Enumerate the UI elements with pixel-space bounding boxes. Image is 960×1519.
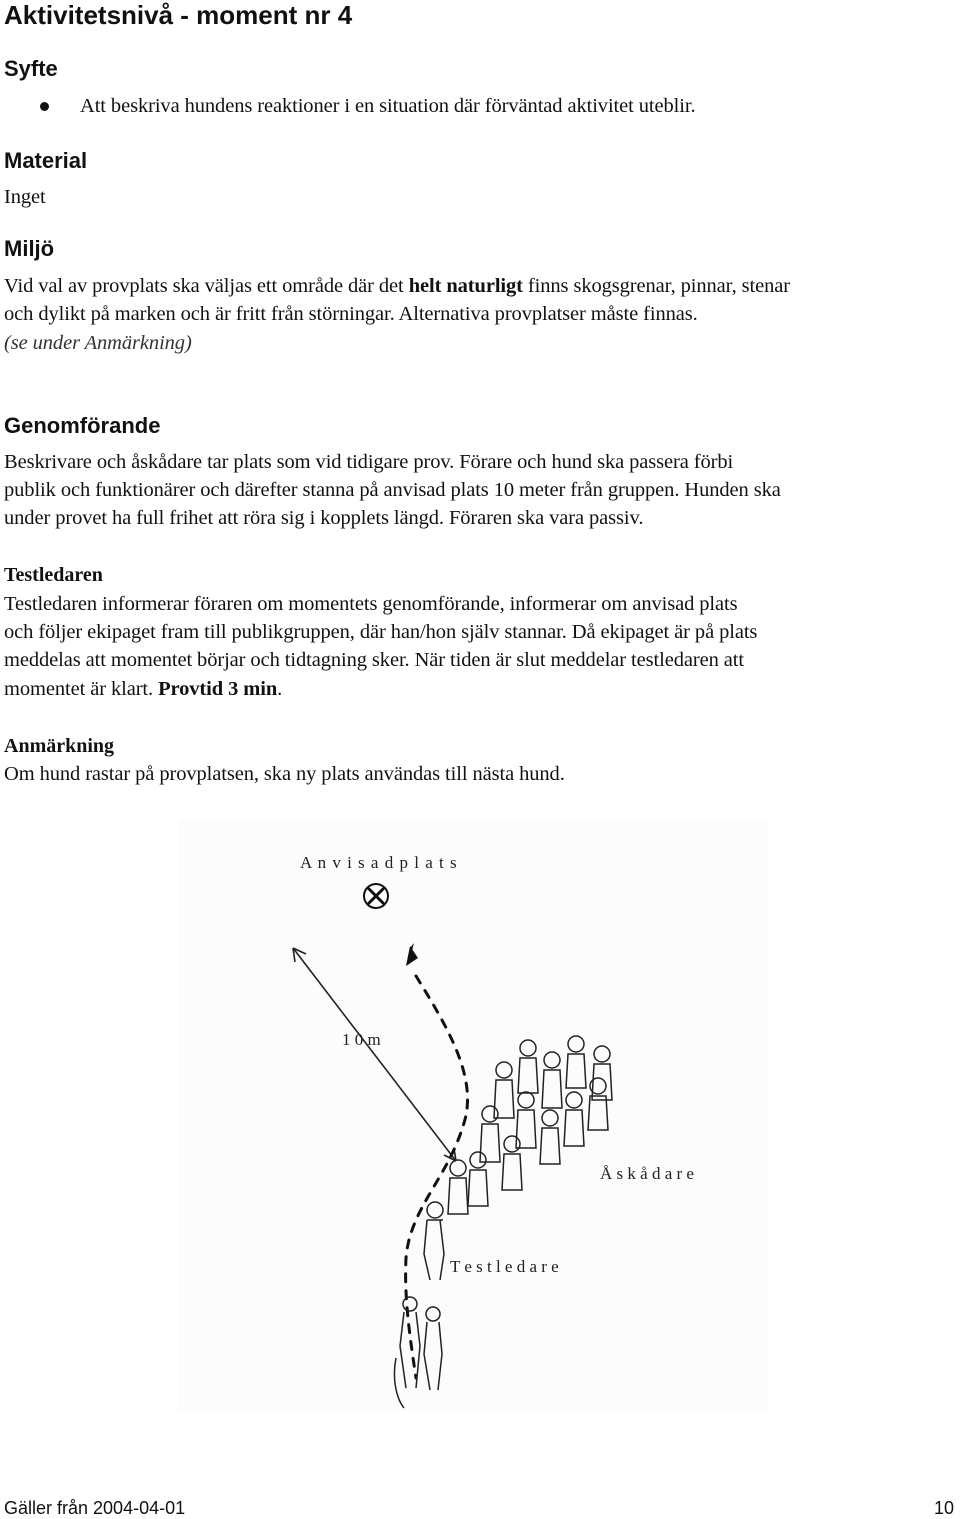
testledaren-line-4-end: . [277, 678, 283, 700]
test-layout-diagram [178, 818, 768, 1412]
diagram-background [178, 818, 768, 1412]
genomforande-line-3: under provet ha full frihet att röra sig i kopplets längd. Föraren ska vara passiv. [4, 507, 644, 529]
miljo-line-2: och dylikt på marken och är fritt från störningar. Alternativa provplatser måste finnas. [4, 303, 698, 325]
section-heading-miljo: Miljö [4, 236, 55, 261]
material-text: Inget [4, 186, 46, 208]
section-heading-genomforande: Genomförande [4, 413, 161, 438]
testledaren-line-4-start: momentet är klart. [4, 678, 159, 700]
genomforande-line-2: publik och funktionärer och därefter stanna på anvisad plats 10 meter från gruppen. Hunden ska [4, 479, 781, 501]
label-distance: 1 0 m [342, 1030, 381, 1049]
page-title: Aktivitetsnivå - moment nr 4 [4, 0, 353, 30]
testledaren-line-1: Testledaren informerar föraren om momentets genomförande, informerar om anvisad plats [4, 593, 738, 615]
testledaren-line-2: och följer ekipaget fram till publikgruppen, där han/hon själv stannar. Då ekipaget är på plats [4, 621, 758, 643]
miljo-line-1-start: Vid val av provplats ska väljas ett område där det [4, 275, 409, 297]
label-anvisad-plats: A n v i s a d p l a t s [300, 853, 458, 872]
miljo-note: (se under Anmärkning) [4, 332, 192, 354]
testledaren-line-4 [4, 678, 282, 701]
footer-page-number: 10 [933, 1498, 954, 1518]
section-heading-testledaren: Testledaren [4, 564, 103, 586]
bullet-icon [40, 102, 49, 111]
miljo-line-1 [4, 275, 790, 298]
genomforande-line-1: Beskrivare och åskådare tar plats som vid tidigare prov. Förare och hund ska passera förbi [4, 451, 734, 473]
label-testledare: T e s t l e d a r e [450, 1257, 559, 1276]
syfte-bullet-text: Att beskriva hundens reaktioner i en situation där förväntad aktivitet uteblir. [80, 95, 696, 117]
footer-valid-from: Gäller från 2004-04-01 [4, 1498, 186, 1518]
anmarkning-text: Om hund rastar på provplatsen, ska ny plats användas till nästa hund. [4, 763, 565, 785]
label-askadare: Å s k å d a r e [600, 1164, 694, 1183]
provtid-emphasis: Provtid 3 min [158, 678, 278, 700]
miljo-line-1-end: finns skogsgrenar, pinnar, stenar [522, 275, 790, 297]
section-heading-material: Material [4, 148, 88, 173]
testledaren-line-3: meddelas att momentet börjar och tidtagning sker. När tiden är slut meddelar testledaren att [4, 649, 744, 671]
section-heading-anmarkning: Anmärkning [4, 735, 115, 757]
miljo-emphasis: helt naturligt [408, 275, 523, 297]
section-heading-syfte: Syfte [4, 56, 58, 81]
